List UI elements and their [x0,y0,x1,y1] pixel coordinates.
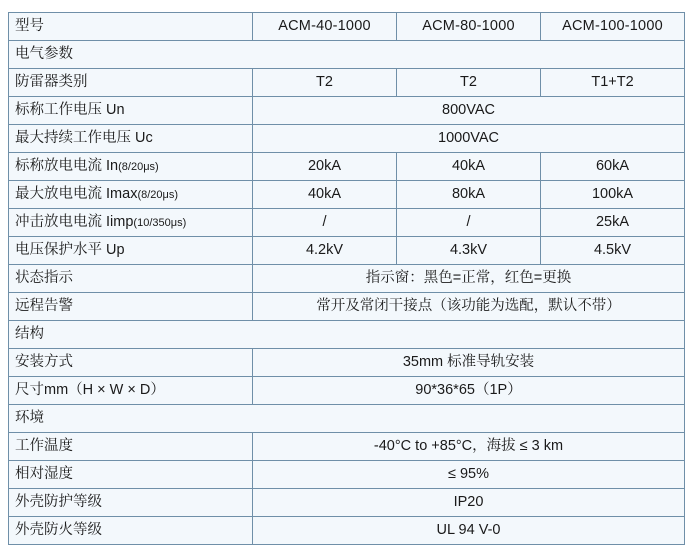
table-row [9,433,685,461]
row-label-cell: 尺寸mm（H × W × D） [9,377,253,405]
row-label-subscript: (8/20μs) [137,189,179,202]
section-title: 环境 [9,405,685,433]
specification-table [8,12,685,545]
table-row [9,153,685,181]
row-label-cell: 防雷器类别 [9,69,253,97]
row-value-cell: / [397,209,541,237]
row-value-cell: 60kA [541,153,685,181]
row-value-cell: 100kA [541,181,685,209]
row-value-cell: 40kA [397,153,541,181]
row-label-cell: 最大持续工作电压 Uc [9,125,253,153]
row-value-cell: 4.5kV [541,237,685,265]
table-row [9,293,685,321]
header-model-cell: ACM-80-1000 [397,13,541,41]
row-value-cell: 4.3kV [397,237,541,265]
row-label-subscript: (10/350μs) [133,217,187,230]
table-row [9,489,685,517]
row-value-cell: 25kA [541,209,685,237]
row-value-cell: 800VAC [253,97,685,125]
row-value-cell: 35mm 标准导轨安装 [253,349,685,377]
row-value-cell: T1+T2 [541,69,685,97]
row-value-cell: 80kA [397,181,541,209]
row-value-cell: 指示窗：黑色=正常，红色=更换 [253,265,685,293]
row-value-cell: UL 94 V-0 [253,517,685,545]
row-value-cell: T2 [253,69,397,97]
row-label-text: 冲击放电电流 Iimp [15,214,134,231]
row-label-cell: 外壳防火等级 [9,517,253,545]
row-label-cell: 工作温度 [9,433,253,461]
row-label-cell: 外壳防护等级 [9,489,253,517]
row-label-cell: 标称工作电压 Un [9,97,253,125]
row-value-cell: 常开及常闭干接点（该功能为选配，默认不带） [253,293,685,321]
table-row [9,125,685,153]
row-value-cell: ≤ 95% [253,461,685,489]
row-label-cell [9,209,253,237]
table-row [9,517,685,545]
table-row [9,69,685,97]
row-value-cell: 20kA [253,153,397,181]
section-title: 电气参数 [9,41,685,69]
row-value-cell: IP20 [253,489,685,517]
table-header-row [9,13,685,41]
table-section-row [9,405,685,433]
table-row [9,461,685,489]
row-value-cell: / [253,209,397,237]
row-value-cell: -40°C to +85°C，海拔 ≤ 3 km [253,433,685,461]
table-section-row [9,41,685,69]
row-label-text: 标称放电电流 In [15,158,119,175]
section-title: 结构 [9,321,685,349]
row-label-subscript: (8/20μs) [118,161,159,174]
row-value-cell: 4.2kV [253,237,397,265]
row-label-cell [9,153,253,181]
row-label-cell: 相对湿度 [9,461,253,489]
table-row [9,377,685,405]
row-value-cell: 90*36*65（1P） [253,377,685,405]
table-row [9,265,685,293]
row-label-cell: 远程告警 [9,293,253,321]
table-row [9,349,685,377]
table-row [9,237,685,265]
table-row [9,181,685,209]
row-label-cell [9,181,253,209]
row-label-cell: 状态指示 [9,265,253,293]
row-label-cell: 安装方式 [9,349,253,377]
row-value-cell: T2 [397,69,541,97]
table-row [9,209,685,237]
table-section-row [9,321,685,349]
header-label-cell: 型号 [9,13,253,41]
header-model-cell: ACM-100-1000 [541,13,685,41]
table-row [9,97,685,125]
row-label-text: 最大放电电流 Imax [15,186,138,203]
header-model-cell: ACM-40-1000 [253,13,397,41]
row-value-cell: 40kA [253,181,397,209]
row-label-cell: 电压保护水平 Up [9,237,253,265]
row-value-cell: 1000VAC [253,125,685,153]
